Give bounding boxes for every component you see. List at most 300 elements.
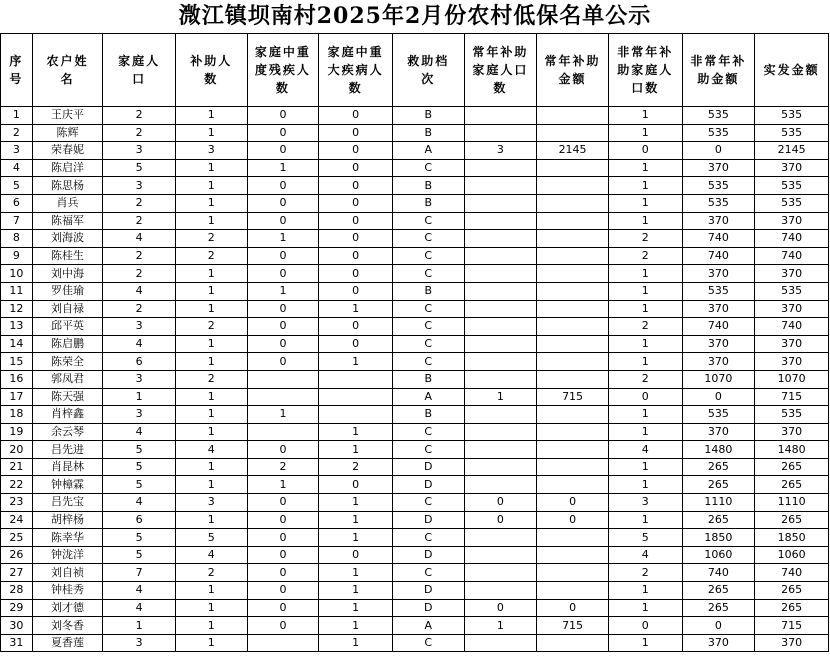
cell-regular-amount: [537, 247, 609, 265]
cell-subsidy-count: 1: [175, 212, 247, 230]
table-row: [1, 247, 829, 265]
cell-name: 夏香莲: [32, 634, 103, 652]
cell-family-size: 5: [103, 546, 176, 564]
cell-subsidy-count: 1: [175, 282, 247, 300]
cell-actual-amount: 370: [755, 212, 829, 230]
cell-irregular-members: 0: [608, 142, 682, 160]
cell-disabled-count: 0: [247, 546, 319, 564]
cell-regular-amount: [537, 194, 609, 212]
cell-family-size: 5: [103, 529, 176, 547]
cell-index: 3: [1, 142, 33, 160]
cell-name: 肖昆林: [32, 458, 103, 476]
cell-disabled-count: 1: [247, 406, 319, 424]
cell-actual-amount: 370: [755, 159, 829, 177]
cell-aid-level: D: [392, 458, 464, 476]
cell-irregular-members: 4: [608, 441, 682, 459]
cell-actual-amount: 740: [755, 318, 829, 336]
cell-disabled-count: 1: [247, 159, 319, 177]
cell-irregular-members: 3: [608, 494, 682, 512]
cell-index: 28: [1, 582, 33, 600]
cell-irregular-members: 4: [608, 546, 682, 564]
cell-illness-count: 0: [319, 230, 393, 248]
cell-actual-amount: 370: [755, 634, 829, 652]
cell-irregular-members: 5: [608, 529, 682, 547]
cell-subsidy-count: 1: [175, 388, 247, 406]
cell-aid-level: C: [392, 265, 464, 283]
cell-regular-members: [464, 247, 537, 265]
cell-index: 26: [1, 546, 33, 564]
table-row: [1, 599, 829, 617]
cell-disabled-count: 0: [247, 441, 319, 459]
cell-name: 陈福军: [32, 212, 103, 230]
cell-irregular-members: 1: [608, 107, 682, 125]
cell-irregular-members: 1: [608, 194, 682, 212]
cell-illness-count: 0: [319, 476, 393, 494]
cell-disabled-count: 0: [247, 335, 319, 353]
cell-regular-amount: [537, 634, 609, 652]
table-row: [1, 441, 829, 459]
table-row: [1, 353, 829, 371]
cell-disabled-count: 0: [247, 142, 319, 160]
cell-regular-amount: [537, 107, 609, 125]
cell-regular-amount: 0: [537, 511, 609, 529]
cell-disabled-count: [247, 388, 319, 406]
cell-regular-amount: [537, 300, 609, 318]
cell-name: 陈荣全: [32, 353, 103, 371]
cell-illness-count: 0: [319, 124, 393, 142]
cell-irregular-amount: 265: [682, 458, 755, 476]
cell-actual-amount: 370: [755, 423, 829, 441]
cell-subsidy-count: 1: [175, 194, 247, 212]
cell-family-size: 4: [103, 282, 176, 300]
cell-actual-amount: 370: [755, 353, 829, 371]
cell-aid-level: C: [392, 159, 464, 177]
cell-disabled-count: 0: [247, 300, 319, 318]
cell-illness-count: [319, 370, 393, 388]
cell-aid-level: B: [392, 282, 464, 300]
cell-family-size: 3: [103, 634, 176, 652]
cell-name: 刘中海: [32, 265, 103, 283]
cell-regular-members: 1: [464, 617, 537, 635]
table-row: [1, 300, 829, 318]
cell-index: 15: [1, 353, 33, 371]
cell-irregular-amount: 740: [682, 318, 755, 336]
cell-regular-amount: 715: [537, 617, 609, 635]
cell-irregular-members: 1: [608, 423, 682, 441]
cell-actual-amount: 715: [755, 388, 829, 406]
table-row: [1, 124, 829, 142]
table-row: [1, 265, 829, 283]
cell-disabled-count: 1: [247, 476, 319, 494]
cell-aid-level: C: [392, 441, 464, 459]
cell-subsidy-count: 1: [175, 300, 247, 318]
cell-regular-members: [464, 265, 537, 283]
cell-name: 陈启鹏: [32, 335, 103, 353]
cell-actual-amount: 265: [755, 458, 829, 476]
cell-irregular-amount: 370: [682, 159, 755, 177]
cell-actual-amount: 535: [755, 194, 829, 212]
cell-aid-level: C: [392, 212, 464, 230]
cell-regular-members: 0: [464, 494, 537, 512]
cell-irregular-members: 1: [608, 300, 682, 318]
cell-index: 17: [1, 388, 33, 406]
cell-index: 23: [1, 494, 33, 512]
cell-regular-members: [464, 423, 537, 441]
cell-aid-level: D: [392, 599, 464, 617]
cell-family-size: 6: [103, 353, 176, 371]
cell-index: 14: [1, 335, 33, 353]
cell-index: 10: [1, 265, 33, 283]
cell-family-size: 4: [103, 423, 176, 441]
cell-illness-count: [319, 388, 393, 406]
cell-illness-count: 0: [319, 247, 393, 265]
cell-subsidy-count: 5: [175, 529, 247, 547]
cell-disabled-count: 0: [247, 107, 319, 125]
cell-subsidy-count: 1: [175, 177, 247, 195]
header-name: 农户姓名: [32, 34, 103, 107]
page-title: 溦江镇坝南村2025年2月份农村低保名单公示: [178, 3, 652, 29]
cell-disabled-count: 0: [247, 529, 319, 547]
cell-index: 1: [1, 107, 33, 125]
cell-irregular-members: 2: [608, 230, 682, 248]
cell-irregular-members: 2: [608, 370, 682, 388]
cell-subsidy-count: 1: [175, 458, 247, 476]
cell-family-size: 5: [103, 441, 176, 459]
cell-regular-amount: 0: [537, 599, 609, 617]
cell-name: 陈思杨: [32, 177, 103, 195]
cell-actual-amount: 265: [755, 476, 829, 494]
cell-aid-level: D: [392, 476, 464, 494]
cell-regular-members: 0: [464, 599, 537, 617]
cell-regular-members: [464, 230, 537, 248]
cell-illness-count: 0: [319, 194, 393, 212]
table-row: [1, 529, 829, 547]
cell-index: 18: [1, 406, 33, 424]
cell-index: 8: [1, 230, 33, 248]
cell-disabled-count: 0: [247, 124, 319, 142]
cell-regular-amount: [537, 282, 609, 300]
cell-actual-amount: 740: [755, 247, 829, 265]
cell-regular-amount: [537, 582, 609, 600]
cell-subsidy-count: 3: [175, 142, 247, 160]
cell-actual-amount: 740: [755, 230, 829, 248]
header-illness-count: 家庭中重大疾病人数: [319, 34, 393, 107]
cell-name: 余云琴: [32, 423, 103, 441]
cell-index: 6: [1, 194, 33, 212]
cell-subsidy-count: 1: [175, 265, 247, 283]
cell-regular-amount: [537, 370, 609, 388]
cell-aid-level: C: [392, 300, 464, 318]
cell-regular-amount: [537, 318, 609, 336]
cell-irregular-amount: 535: [682, 282, 755, 300]
cell-irregular-members: 1: [608, 476, 682, 494]
header-regular-amount: 常年补助金额: [537, 34, 609, 107]
cell-illness-count: 0: [319, 142, 393, 160]
table-row: [1, 335, 829, 353]
table-row: [1, 370, 829, 388]
cell-subsidy-count: 2: [175, 318, 247, 336]
table-row: [1, 388, 829, 406]
cell-actual-amount: 535: [755, 406, 829, 424]
cell-aid-level: A: [392, 142, 464, 160]
cell-disabled-count: 0: [247, 194, 319, 212]
cell-disabled-count: 0: [247, 494, 319, 512]
cell-aid-level: C: [392, 247, 464, 265]
cell-regular-amount: [537, 265, 609, 283]
cell-illness-count: 1: [319, 529, 393, 547]
cell-illness-count: 1: [319, 582, 393, 600]
table-row: [1, 282, 829, 300]
cell-regular-amount: [537, 406, 609, 424]
cell-family-size: 2: [103, 247, 176, 265]
cell-disabled-count: 0: [247, 353, 319, 371]
cell-regular-members: [464, 194, 537, 212]
cell-aid-level: C: [392, 634, 464, 652]
cell-aid-level: B: [392, 107, 464, 125]
cell-name: 刘自祯: [32, 564, 103, 582]
cell-subsidy-count: 1: [175, 599, 247, 617]
cell-subsidy-count: 1: [175, 124, 247, 142]
header-subsidy-count: 补助人数: [175, 34, 247, 107]
cell-name: 罗佳瑜: [32, 282, 103, 300]
cell-name: 胡梓杨: [32, 511, 103, 529]
cell-aid-level: C: [392, 318, 464, 336]
table-row: [1, 564, 829, 582]
table-row: [1, 494, 829, 512]
cell-regular-members: [464, 564, 537, 582]
cell-index: 2: [1, 124, 33, 142]
cell-illness-count: 1: [319, 564, 393, 582]
cell-irregular-members: 2: [608, 318, 682, 336]
cell-family-size: 4: [103, 335, 176, 353]
cell-irregular-amount: 0: [682, 617, 755, 635]
cell-regular-amount: 0: [537, 494, 609, 512]
cell-index: 27: [1, 564, 33, 582]
cell-regular-amount: [537, 335, 609, 353]
cell-regular-amount: [537, 458, 609, 476]
cell-index: 4: [1, 159, 33, 177]
cell-regular-members: [464, 124, 537, 142]
cell-irregular-amount: 1850: [682, 529, 755, 547]
cell-irregular-members: 0: [608, 388, 682, 406]
cell-index: 5: [1, 177, 33, 195]
cell-regular-amount: 2145: [537, 142, 609, 160]
cell-regular-amount: [537, 529, 609, 547]
cell-family-size: 2: [103, 212, 176, 230]
cell-regular-members: [464, 159, 537, 177]
cell-name: 刘海波: [32, 230, 103, 248]
cell-family-size: 1: [103, 388, 176, 406]
cell-irregular-members: 1: [608, 634, 682, 652]
cell-irregular-amount: 370: [682, 265, 755, 283]
cell-irregular-amount: 370: [682, 300, 755, 318]
cell-regular-amount: [537, 441, 609, 459]
cell-regular-members: [464, 212, 537, 230]
cell-family-size: 2: [103, 194, 176, 212]
table-body: [1, 107, 829, 652]
cell-disabled-count: 0: [247, 582, 319, 600]
cell-family-size: 2: [103, 265, 176, 283]
cell-aid-level: C: [392, 353, 464, 371]
cell-illness-count: 0: [319, 282, 393, 300]
cell-regular-members: [464, 441, 537, 459]
table-row: [1, 458, 829, 476]
cell-name: 肖兵: [32, 194, 103, 212]
cell-aid-level: B: [392, 194, 464, 212]
subsidy-table: [0, 33, 829, 652]
table-header-row: [1, 34, 829, 107]
cell-disabled-count: 0: [247, 511, 319, 529]
cell-irregular-amount: 265: [682, 599, 755, 617]
cell-aid-level: B: [392, 124, 464, 142]
cell-family-size: 1: [103, 617, 176, 635]
cell-subsidy-count: 1: [175, 107, 247, 125]
cell-aid-level: B: [392, 370, 464, 388]
table-row: [1, 546, 829, 564]
cell-subsidy-count: 1: [175, 582, 247, 600]
cell-actual-amount: 535: [755, 177, 829, 195]
cell-aid-level: C: [392, 564, 464, 582]
cell-regular-amount: [537, 546, 609, 564]
cell-illness-count: 0: [319, 177, 393, 195]
cell-index: 20: [1, 441, 33, 459]
cell-irregular-amount: 535: [682, 406, 755, 424]
cell-subsidy-count: 2: [175, 230, 247, 248]
header-actual-amount: 实发金额: [755, 34, 829, 107]
cell-regular-members: [464, 370, 537, 388]
cell-subsidy-count: 4: [175, 441, 247, 459]
cell-irregular-members: 1: [608, 511, 682, 529]
cell-irregular-members: 1: [608, 159, 682, 177]
cell-irregular-amount: 740: [682, 230, 755, 248]
cell-illness-count: 0: [319, 318, 393, 336]
cell-regular-amount: 715: [537, 388, 609, 406]
cell-family-size: 5: [103, 458, 176, 476]
table-row: [1, 511, 829, 529]
cell-regular-members: [464, 546, 537, 564]
cell-family-size: 3: [103, 370, 176, 388]
cell-aid-level: D: [392, 582, 464, 600]
cell-aid-level: D: [392, 546, 464, 564]
cell-name: 吕先进: [32, 441, 103, 459]
cell-regular-members: [464, 177, 537, 195]
cell-regular-members: 1: [464, 388, 537, 406]
cell-name: 刘冬香: [32, 617, 103, 635]
cell-family-size: 2: [103, 300, 176, 318]
cell-actual-amount: 265: [755, 582, 829, 600]
cell-actual-amount: 370: [755, 335, 829, 353]
cell-family-size: 5: [103, 159, 176, 177]
cell-name: 刘自禄: [32, 300, 103, 318]
cell-irregular-amount: 265: [682, 582, 755, 600]
cell-subsidy-count: 4: [175, 546, 247, 564]
table-row: [1, 212, 829, 230]
cell-actual-amount: 1060: [755, 546, 829, 564]
cell-aid-level: C: [392, 230, 464, 248]
cell-regular-members: [464, 476, 537, 494]
cell-illness-count: 1: [319, 353, 393, 371]
cell-disabled-count: [247, 634, 319, 652]
cell-aid-level: C: [392, 335, 464, 353]
cell-subsidy-count: 1: [175, 423, 247, 441]
cell-actual-amount: 2145: [755, 142, 829, 160]
cell-regular-members: [464, 582, 537, 600]
header-irregular-amount: 非常年补助金额: [682, 34, 755, 107]
cell-irregular-members: 2: [608, 564, 682, 582]
cell-actual-amount: 1480: [755, 441, 829, 459]
cell-illness-count: 1: [319, 599, 393, 617]
cell-regular-members: [464, 318, 537, 336]
cell-illness-count: 1: [319, 423, 393, 441]
cell-regular-members: [464, 406, 537, 424]
cell-irregular-amount: 535: [682, 107, 755, 125]
cell-irregular-members: 1: [608, 335, 682, 353]
cell-disabled-count: 0: [247, 177, 319, 195]
cell-disabled-count: 0: [247, 212, 319, 230]
cell-illness-count: 0: [319, 212, 393, 230]
cell-aid-level: A: [392, 388, 464, 406]
cell-irregular-amount: 370: [682, 634, 755, 652]
cell-disabled-count: 2: [247, 458, 319, 476]
cell-actual-amount: 265: [755, 599, 829, 617]
cell-family-size: 4: [103, 599, 176, 617]
cell-irregular-members: 1: [608, 265, 682, 283]
cell-subsidy-count: 1: [175, 353, 247, 371]
table-row: [1, 423, 829, 441]
cell-irregular-amount: 740: [682, 564, 755, 582]
cell-disabled-count: 0: [247, 599, 319, 617]
cell-illness-count: 2: [319, 458, 393, 476]
cell-irregular-members: 1: [608, 282, 682, 300]
cell-index: 9: [1, 247, 33, 265]
cell-actual-amount: 535: [755, 124, 829, 142]
table-row: [1, 634, 829, 652]
cell-regular-members: [464, 300, 537, 318]
cell-irregular-members: 1: [608, 458, 682, 476]
cell-disabled-count: 0: [247, 265, 319, 283]
cell-actual-amount: 535: [755, 107, 829, 125]
cell-subsidy-count: 2: [175, 247, 247, 265]
cell-regular-amount: [537, 212, 609, 230]
cell-actual-amount: 370: [755, 265, 829, 283]
cell-name: 陈天强: [32, 388, 103, 406]
cell-family-size: 5: [103, 476, 176, 494]
cell-irregular-amount: 370: [682, 335, 755, 353]
cell-family-size: 3: [103, 142, 176, 160]
cell-disabled-count: [247, 423, 319, 441]
cell-name: 邱平英: [32, 318, 103, 336]
cell-disabled-count: 1: [247, 282, 319, 300]
cell-regular-members: [464, 458, 537, 476]
table-row: [1, 617, 829, 635]
cell-index: 24: [1, 511, 33, 529]
cell-regular-amount: [537, 476, 609, 494]
cell-subsidy-count: 1: [175, 335, 247, 353]
cell-name: 郭凤君: [32, 370, 103, 388]
cell-family-size: 3: [103, 406, 176, 424]
cell-disabled-count: 0: [247, 318, 319, 336]
cell-index: 13: [1, 318, 33, 336]
cell-irregular-amount: 370: [682, 423, 755, 441]
cell-disabled-count: 0: [247, 247, 319, 265]
cell-family-size: 3: [103, 177, 176, 195]
cell-irregular-members: 1: [608, 177, 682, 195]
cell-regular-amount: [537, 230, 609, 248]
cell-disabled-count: 0: [247, 564, 319, 582]
cell-aid-level: B: [392, 177, 464, 195]
cell-aid-level: D: [392, 511, 464, 529]
cell-disabled-count: 1: [247, 230, 319, 248]
